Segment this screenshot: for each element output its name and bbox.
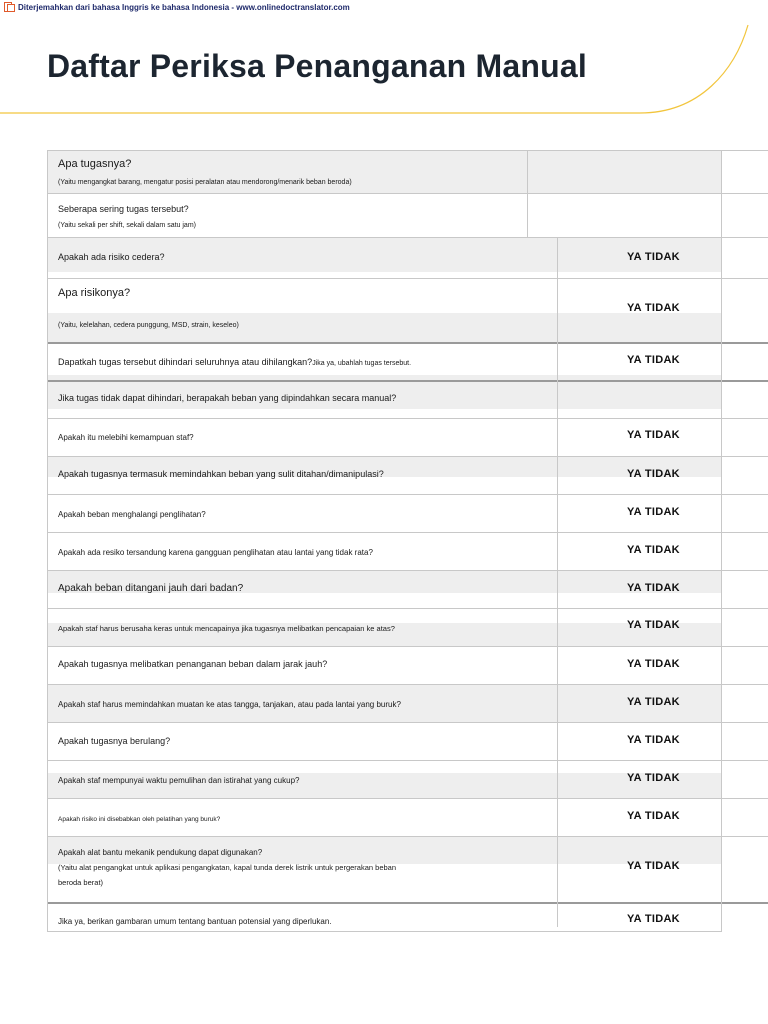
- table-border-bottom: [47, 931, 722, 932]
- table-row: [47, 456, 768, 494]
- row-note: (Yaitu alat pengangkat untuk aplikasi pengangkatan, kapal tunda derek listrik untuk pergerakan beban: [58, 863, 397, 872]
- row-question: Dapatkah tugas tersebut dihindari seluruhnya atau dihilangkan?Jika ya, ubahlah tugas tersebut.: [58, 357, 412, 367]
- row-question: Apakah alat bantu mekanik pendukung dapat digunakan?: [58, 848, 263, 857]
- row-question: Apakah staf harus memindahkan muatan ke atas tangga, tanjakan, atau pada lantai yang buruk?: [58, 700, 401, 709]
- yes-no-answer: YA TIDAK: [627, 810, 680, 822]
- table-border-right: [721, 237, 722, 931]
- table-divider: [527, 150, 528, 237]
- table-row: [47, 342, 768, 381]
- table-row: [47, 646, 768, 684]
- row-question: Apakah beban menghalangi penglihatan?: [58, 510, 206, 519]
- yes-no-answer: YA TIDAK: [627, 302, 680, 314]
- table-row: [47, 278, 768, 343]
- table-row: [47, 150, 768, 194]
- table-row: [47, 380, 768, 419]
- table-border-right: [721, 150, 722, 237]
- translator-banner: [4, 1, 350, 13]
- table-row: [47, 570, 768, 608]
- yes-no-answer: YA TIDAK: [627, 860, 680, 872]
- table-row: [47, 722, 768, 760]
- row-question: Apakah itu melebihi kemampuan staf?: [58, 433, 194, 442]
- row-note: Jika ya, ubahlah tugas tersebut.: [312, 360, 412, 367]
- yes-no-answer: YA TIDAK: [627, 658, 680, 670]
- row-question: Apakah tugasnya termasuk memindahkan beban yang sulit ditahan/dimanipulasi?: [58, 469, 384, 479]
- document-translate-icon: [4, 2, 15, 12]
- yes-no-answer: YA TIDAK: [627, 429, 680, 441]
- table-border-left: [47, 150, 48, 932]
- row-note: (Yaitu, kelelahan, cedera punggung, MSD, strain, keseleo): [58, 322, 239, 329]
- table-row: [47, 532, 768, 570]
- yes-no-answer: YA TIDAK: [627, 619, 680, 631]
- row-question: Apakah beban ditangani jauh dari badan?: [58, 583, 244, 594]
- row-question: Apakah ada risiko cedera?: [58, 252, 165, 262]
- row-question: Apakah staf harus berusaha keras untuk mencapainya jika tugasnya melibatkan pencapaian ke atas?: [58, 624, 395, 633]
- yes-no-answer: YA TIDAK: [627, 913, 680, 925]
- row-question: Apakah tugasnya melibatkan penanganan beban dalam jarak jauh?: [58, 659, 328, 669]
- yes-no-answer: YA TIDAK: [627, 582, 680, 594]
- yes-no-answer: YA TIDAK: [627, 696, 680, 708]
- yes-no-answer: YA TIDAK: [627, 506, 680, 518]
- table-row: [47, 902, 768, 932]
- yes-no-answer: YA TIDAK: [627, 251, 680, 263]
- table-row: [47, 418, 768, 456]
- row-note: (Yaitu mengangkat barang, mengatur posisi peralatan atau mendorong/menarik beban beroda): [58, 179, 352, 186]
- row-question: Apa risikonya?: [58, 287, 131, 299]
- table-row: [47, 494, 768, 532]
- row-note: beroda berat): [58, 878, 104, 887]
- yes-no-answer: YA TIDAK: [627, 544, 680, 556]
- row-note: (Yaitu sekali per shift, sekali dalam satu jam): [58, 222, 196, 229]
- yes-no-answer: YA TIDAK: [627, 354, 680, 366]
- yes-no-answer: YA TIDAK: [627, 468, 680, 480]
- row-question: Jika tugas tidak dapat dihindari, berapakah beban yang dipindahkan secara manual?: [58, 393, 397, 403]
- table-row: [47, 798, 768, 836]
- row-question: Seberapa sering tugas tersebut?: [58, 204, 189, 214]
- yes-no-answer: YA TIDAK: [627, 772, 680, 784]
- table-row: [47, 684, 768, 722]
- row-question: Jika ya, berikan gambaran umum tentang bantuan potensial yang diperlukan.: [58, 917, 332, 926]
- row-question: Apakah tugasnya berulang?: [58, 736, 171, 746]
- banner-text: Diterjemahkan dari bahasa Inggris ke bahasa Indonesia - www.onlinedoctranslator.com: [18, 2, 350, 12]
- row-question: Apakah ada resiko tersandung karena gangguan penglihatan atau lantai yang tidak rata?: [58, 548, 373, 557]
- page-title: Daftar Periksa Penanganan Manual: [47, 48, 587, 84]
- row-question: Apakah risiko ini disebabkan oleh pelatihan yang buruk?: [58, 816, 221, 823]
- table-row: [47, 608, 768, 646]
- table-row: [47, 237, 768, 278]
- table-row: [47, 193, 768, 237]
- checklist-table: [47, 150, 768, 932]
- row-question: Apakah staf mempunyai waktu pemulihan dan istirahat yang cukup?: [58, 776, 300, 785]
- table-row: [47, 760, 768, 798]
- row-question: Apa tugasnya?: [58, 158, 132, 170]
- yes-no-answer: YA TIDAK: [627, 734, 680, 746]
- table-row: [47, 836, 768, 903]
- table-divider: [557, 237, 558, 927]
